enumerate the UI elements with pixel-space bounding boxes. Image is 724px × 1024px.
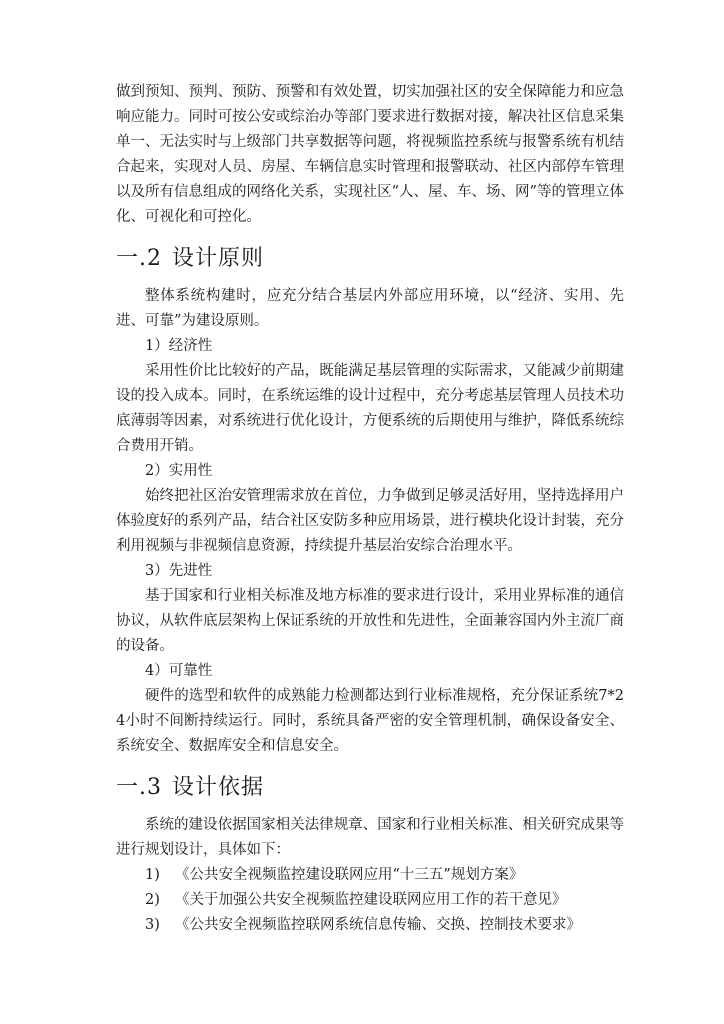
reference-item: [116, 913, 624, 938]
reference-number: 1): [145, 867, 160, 883]
principle-label-advancement: 3）先进性: [145, 563, 213, 579]
principle-text-practicality: 始终把社区治安管理需求放在首位，力争做到足够灵活好用，坚持选择用户体验度好的系列产品，结合社区安防多种应用场景，进行模块化设计封装，充分利用视频与非视频信息资源，持续提升基层治安综合治理水平。: [116, 488, 624, 554]
reference-number: 3): [145, 917, 160, 933]
principle-label-reliability: 4）可靠性: [145, 663, 213, 679]
reference-text: 《公共安全视频监控联网系统信息传输、交换、控制技术要求》: [175, 917, 581, 933]
document-page: [116, 80, 624, 938]
reference-text: 《关于加强公共安全视频监控建设联网应用工作的若干意见》: [175, 892, 567, 908]
principle-text-economy: 采用性价比比较好的产品，既能满足基层管理的实际需求，又能减少前期建设的投入成本。同时，在系统运维的设计过程中，充分考虑基层管理人员技术功底薄弱等因素，对系统进行优化设计，方便系统的后期使用与维护，降低系统综合费用开销。: [116, 363, 624, 454]
reference-item: [116, 863, 624, 888]
section-title: 设计原则: [172, 246, 265, 271]
principle-text-advancement: 基于国家和行业相关标准及地方标准的要求进行设计，采用业界标准的通信协议，从软件底层架构上保证系统的开放性和先进性，全面兼容国内外主流厂商的设备。: [116, 588, 624, 654]
principle-text-reliability: 硬件的选型和软件的成熟能力检测都达到行业标准规格，充分保证系统7*24小时不间断持续运行。同时，系统具备严密的安全管理机制，确保设备安全、系统安全、数据库安全和信息安全。: [116, 688, 624, 754]
principle-label-economy: 1）经济性: [145, 338, 213, 354]
principle-label-practicality: 2）实用性: [145, 463, 213, 479]
intro-paragraph: 做到预知、预判、预防、预警和有效处置，切实加强社区的安全保障能力和应急响应能力。同时可按公安或综治办等部门要求进行数据对接，解决社区信息采集单一、无法实时与上级部门共享数据等问题，将视频监控系统与报警系统有机结合起来，实现对人员、房屋、车辆信息实时管理和报警联动、社区内部停车管理以及所有信息组成的网络化关系，实现社区“人、屋、车、场、网”等的管理立体化、可视化和可控化。: [116, 84, 624, 225]
reference-item: [116, 888, 624, 913]
section-number: 一.3: [116, 775, 162, 800]
section-number: 一.2: [116, 246, 162, 271]
section-heading-design-basis: [116, 773, 624, 803]
reference-text: 《公共安全视频监控建设联网应用“十三五”规划方案》: [175, 867, 524, 883]
basis-intro-paragraph: 系统的建设依据国家相关法律规章、国家和行业相关标准、相关研究成果等进行规划设计，具体如下：: [116, 817, 624, 858]
reference-number: 2): [145, 892, 160, 908]
section-heading-design-principles: [116, 244, 624, 274]
section-title: 设计依据: [172, 775, 265, 800]
principles-intro-paragraph: 整体系统构建时，应充分结合基层内外部应用环境，以“经济、实用、先进、可靠”为建设原则。: [116, 288, 624, 329]
